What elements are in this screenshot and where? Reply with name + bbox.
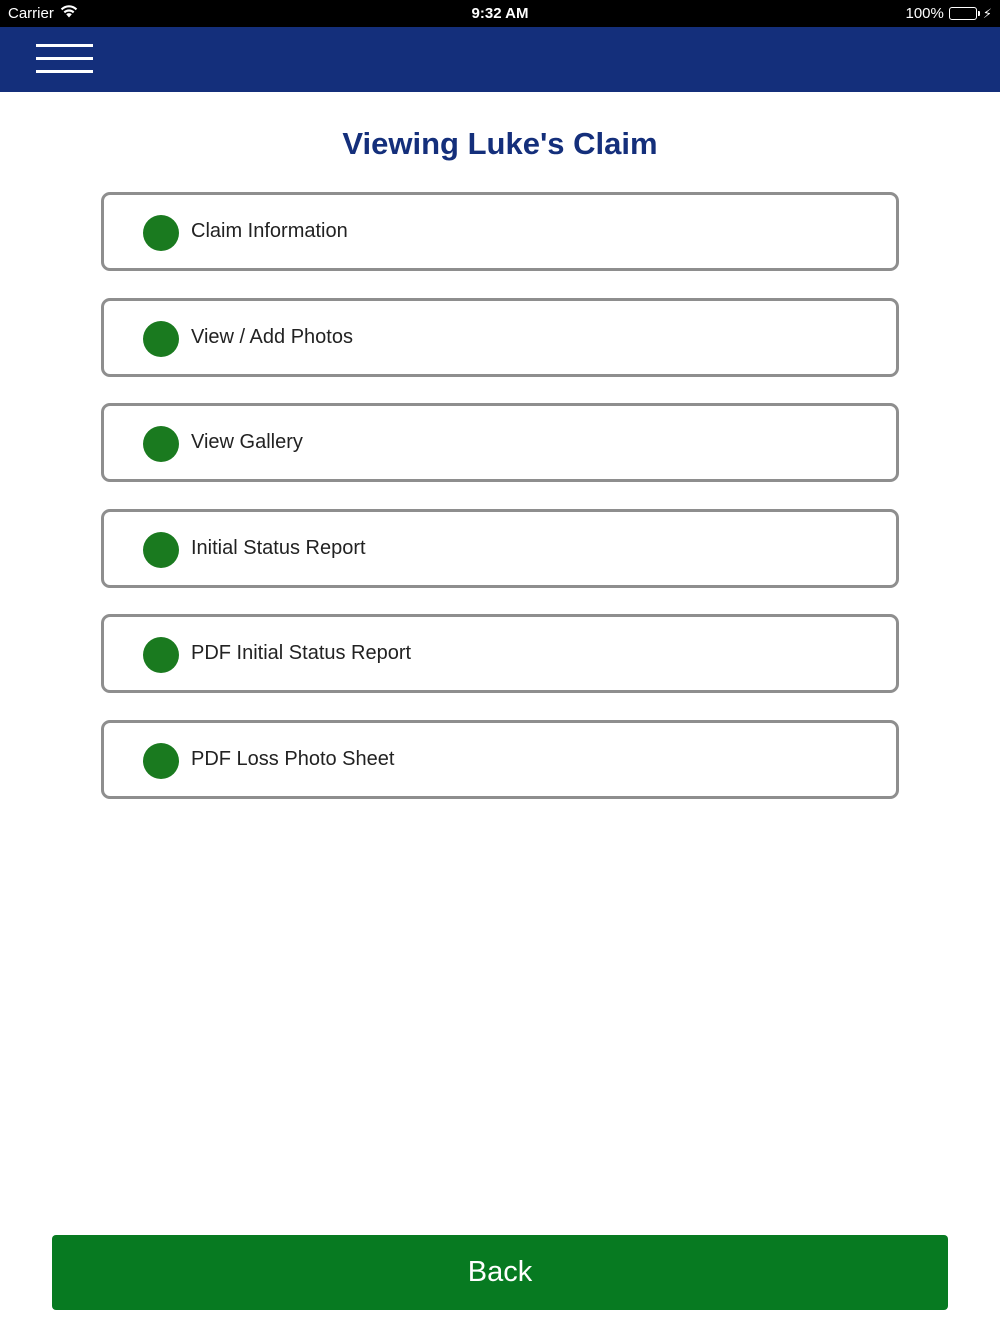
menu-item-label: View Gallery (191, 431, 303, 453)
menu-line (36, 57, 93, 60)
back-button[interactable]: Back (52, 1235, 948, 1310)
menu-item-pdf-initial-status-report[interactable] (101, 614, 899, 693)
status-dot-icon (143, 743, 179, 779)
carrier-label: Carrier (8, 5, 54, 22)
battery-icon (949, 7, 977, 20)
status-dot-icon (143, 321, 179, 357)
menu-item-label: Initial Status Report (191, 536, 366, 559)
menu-item-initial-status-report[interactable] (101, 509, 899, 588)
menu-item-pdf-loss-photo-sheet[interactable] (101, 720, 899, 799)
status-time: 9:32 AM (471, 5, 529, 22)
menu-item-view-gallery[interactable] (101, 403, 899, 482)
menu-item-view-add-photos[interactable] (101, 298, 899, 377)
claim-menu-list (101, 192, 899, 825)
battery-percent: 100% (905, 5, 944, 22)
menu-item-label: PDF Initial Status Report (191, 642, 412, 664)
menu-item-label: PDF Loss Photo Sheet (191, 747, 395, 770)
battery-cap (978, 11, 980, 16)
nav-bar (0, 27, 1000, 92)
menu-item-label: Claim Information (191, 220, 348, 242)
hamburger-menu-icon[interactable] (36, 44, 93, 74)
status-right (905, 5, 992, 22)
status-dot-icon (143, 426, 179, 462)
charging-bolt-icon: ⚡ (982, 5, 992, 21)
page-title: Viewing Luke's Claim (342, 126, 658, 161)
status-dot-icon (143, 532, 179, 568)
menu-item-claim-information[interactable] (101, 192, 899, 271)
menu-item-label: View / Add Photos (191, 325, 353, 348)
status-dot-icon (143, 215, 179, 251)
status-bar (0, 0, 1000, 27)
menu-line (36, 44, 93, 47)
status-dot-icon (143, 637, 179, 673)
menu-line (36, 70, 93, 73)
